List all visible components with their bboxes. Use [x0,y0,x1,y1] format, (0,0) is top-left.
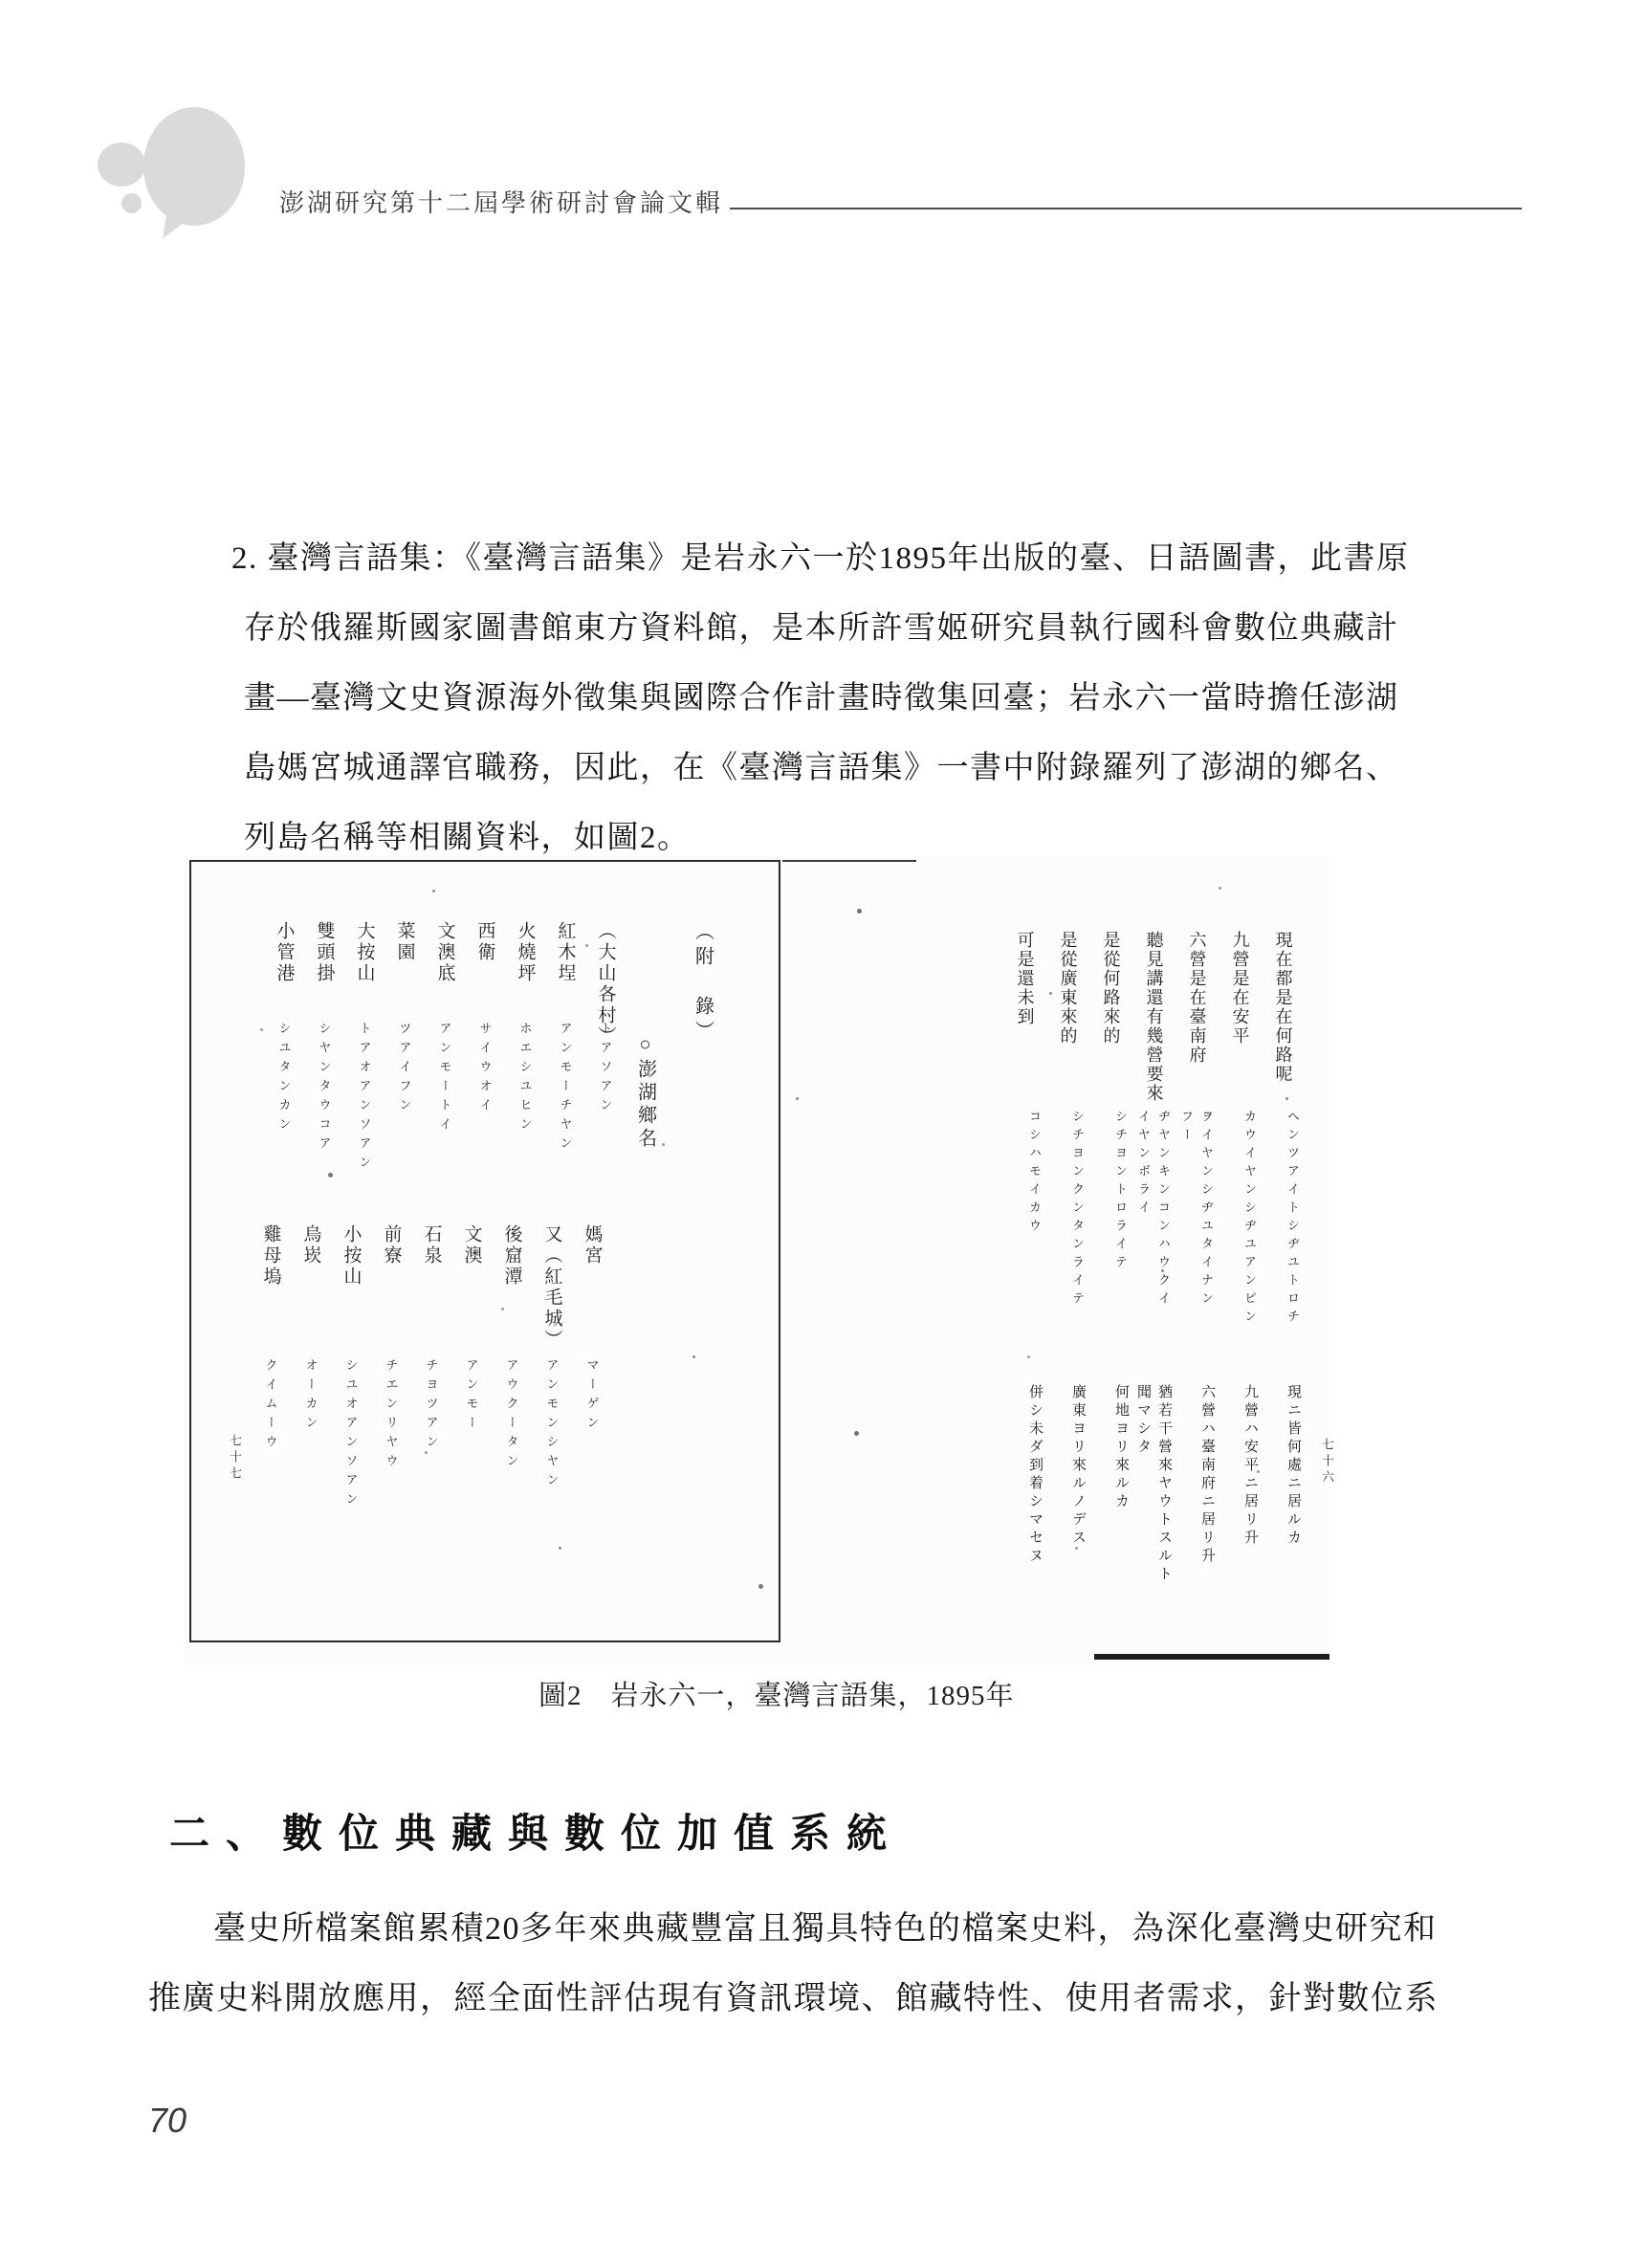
place-kana: サイウオイ [477,1022,493,1117]
place-kana: アンモー [464,1358,479,1435]
paragraph-line: 列島名稱等相關資料，如圖2。 [244,821,691,855]
phrase-entry [1176,931,1219,1655]
japanese-column: 聞マシタ [1135,1384,1151,1457]
kana-column: シチヨントロライテ [1113,1110,1128,1273]
phrase-chinese: 可是還未到 [1015,931,1035,1026]
place-name: 前寮 [381,1224,402,1266]
kana-column: ヂヤンキンコンハウクイ [1156,1110,1171,1310]
phrase-kana-group [1239,1110,1259,1328]
japanese-column: 六營ハ臺南府ニ居リ升 [1199,1384,1215,1566]
page-number: 70 [148,2101,187,2140]
place-kana: シユタンカン [276,1022,292,1136]
place-entry [251,1224,291,1540]
paragraph-line: 推廣史料開放應用，經全面性評估現有資訊環境、館藏特性、使用者需求，針對數位系 [148,1981,1439,2016]
phrase-japanese-group [1197,1384,1218,1566]
japanese-column: 猶若干營來ヤウトスルト [1156,1384,1172,1584]
place-entry [532,1224,572,1540]
appendix-header-entry [681,921,725,1304]
place-entry [411,1224,451,1540]
phrase-japanese-group [1110,1384,1132,1511]
phrase-chinese: 是從何路來的 [1101,931,1121,1046]
phrase-kana-group [1110,1110,1130,1273]
phrase-entry [1219,931,1262,1655]
place-entry [492,1224,532,1540]
place-name: 菜園 [394,921,415,963]
paragraph-line: 存於俄羅斯國家圖書館東方資料館，是本所許雪姬研究員執行國科會數位典藏計 [244,611,1399,646]
phrase-kana-group [1282,1110,1302,1328]
kana-column: コシハモイカウ [1027,1110,1042,1237]
place-kana: クイムーウ [263,1358,278,1454]
place-kana: シヤンタウコア [317,1022,332,1156]
phrase-chinese: 九營是在安平 [1230,931,1250,1046]
section-heading: 二、數位典藏與數位加值系統 [169,1813,904,1857]
paragraph-taiwan-gengoshu [231,524,1410,873]
logo-bubble-icon [143,107,245,226]
place-entry [291,1224,331,1540]
place-kana: チヨツアン [424,1358,439,1454]
place-name: 西衛 [474,921,495,963]
phrase-japanese-group [1024,1384,1045,1566]
place-name: （大山各村） [595,921,616,1047]
paragraph-line: 畫—臺灣文史資源海外徵集與國際合作計畫時徵集回臺；岩永六一當時擔任澎湖 [244,681,1399,716]
place-kana: シユオアンソアン [343,1358,359,1511]
place-name: 火燒坪 [515,921,536,984]
place-name: 大按山 [354,921,375,984]
place-name: 媽宮 [582,1224,603,1266]
phrase-japanese-group [1283,1384,1304,1548]
kana-column: シチヨンクンタンライテ [1070,1110,1085,1310]
place-entry [451,1224,492,1540]
phrase-entry [1089,931,1132,1655]
japanese-column: 併シ未ダ到着シマセヌ [1027,1384,1043,1566]
phrase-chinese: 六營是在臺南府 [1187,931,1207,1065]
japanese-column: 廣東ヨリ來ルノデス [1070,1384,1086,1548]
header-rule [730,208,1522,209]
frame-top-line [782,860,916,862]
phrase-japanese-group [1067,1384,1088,1548]
place-kana: チエンリヤウ [384,1358,399,1473]
place-kana: アンモーチヤン [558,1022,573,1156]
japanese-column: 九營ハ安平ニ居リ升 [1242,1384,1258,1548]
phrase-entry [1132,931,1176,1655]
phrase-chinese: 是從廣東來的 [1058,931,1078,1046]
place-name: 小按山 [341,1224,362,1288]
phrasebook-page [1003,931,1305,1655]
figure-caption: 圖2 岩永六一，臺灣言語集，1895年 [538,1681,1015,1711]
figure-scan-image [184,856,1334,1664]
place-kana: アウクータン [504,1358,519,1473]
scan-page-number-76: 七十六 [1320,1438,1334,1486]
paragraph-line: 2. 臺灣言語集：《臺灣言語集》是岩永六一於1895年出版的臺、日語圖書，此書原 [231,541,1410,576]
place-name: 又（紅毛城） [541,1224,562,1351]
logo-small-bubble-icon [98,143,145,187]
phrase-chinese: 聽見講還有幾營要來 [1144,931,1164,1103]
kana-column: フー [1179,1110,1194,1146]
logo-dot-icon [121,193,142,213]
kana-column: ヘンツアイトシヂユトロチ [1285,1110,1300,1328]
place-kana: トアオアンソアン [357,1022,372,1175]
place-kana: ツアイフン [397,1022,412,1117]
place-name: 後窟潭 [501,1224,522,1288]
japanese-column: 現ニ皆何處ニ居ルカ [1285,1384,1301,1548]
place-name: 石泉 [421,1224,442,1266]
kana-column: カウイヤンシヂユアンピン [1242,1110,1257,1328]
kana-column: ヲイヤンシヂユタイナン [1199,1110,1214,1310]
phrase-japanese-group [1132,1384,1175,1584]
phrase-kana-group [1176,1110,1216,1310]
kana-column: イヤンボライ [1136,1110,1151,1219]
place-name: 紅木埕 [555,921,576,984]
place-name: 文澳 [461,1224,482,1266]
place-kana: アンモートイ [437,1022,452,1136]
penghu-names-title: ○澎湖鄉名 [634,1034,656,1151]
section-title-entry [626,921,666,1304]
place-kana: アンモンシヤン [544,1358,560,1492]
place-names-row-2 [251,1224,612,1540]
place-kana: ホエシユヒン [517,1022,533,1136]
place-name: 文澳底 [434,921,455,984]
paragraph-line: 臺史所檔案館累積20多年來典藏豐富且獨具特色的檔案史料，為深化臺灣史研究和 [213,1911,1438,1947]
place-entry [331,1224,371,1540]
phrase-kana-group [1132,1110,1173,1310]
japanese-column: 何地ヨリ來ルカ [1113,1384,1129,1511]
phrase-japanese-group [1240,1384,1261,1548]
place-entry [371,1224,411,1540]
place-name: 雞母塢 [260,1224,281,1288]
running-header-title: 澎湖研究第十二屆學術研討會論文輯 [279,188,724,217]
paragraph-line: 島媽宮城通譯官職務，因此，在《臺灣言語集》一書中附錄羅列了澎湖的鄉名、 [244,751,1399,785]
phrase-kana-group [1023,1110,1044,1237]
appendix-header: （附 錄） [692,921,714,1046]
paragraph-digital-archive [148,1894,1439,2034]
place-kana: トアソアン [598,1022,613,1117]
phrase-entry [1262,931,1305,1655]
place-kana: マーゲン [584,1358,600,1435]
place-name: 小管港 [274,921,295,984]
phrase-entry [1003,931,1046,1655]
phrase-entry [1046,931,1089,1655]
place-entry [572,1224,612,1540]
phrase-chinese: 現在都是在何路呢 [1273,931,1293,1084]
place-kana: オーカン [303,1358,319,1435]
scan-noise-specks [184,856,187,859]
place-name: 雙頭掛 [314,921,335,984]
scan-page-number-77: 七十七 [228,1434,242,1483]
place-name: 烏崁 [300,1224,321,1266]
phrase-kana-group [1066,1110,1087,1310]
